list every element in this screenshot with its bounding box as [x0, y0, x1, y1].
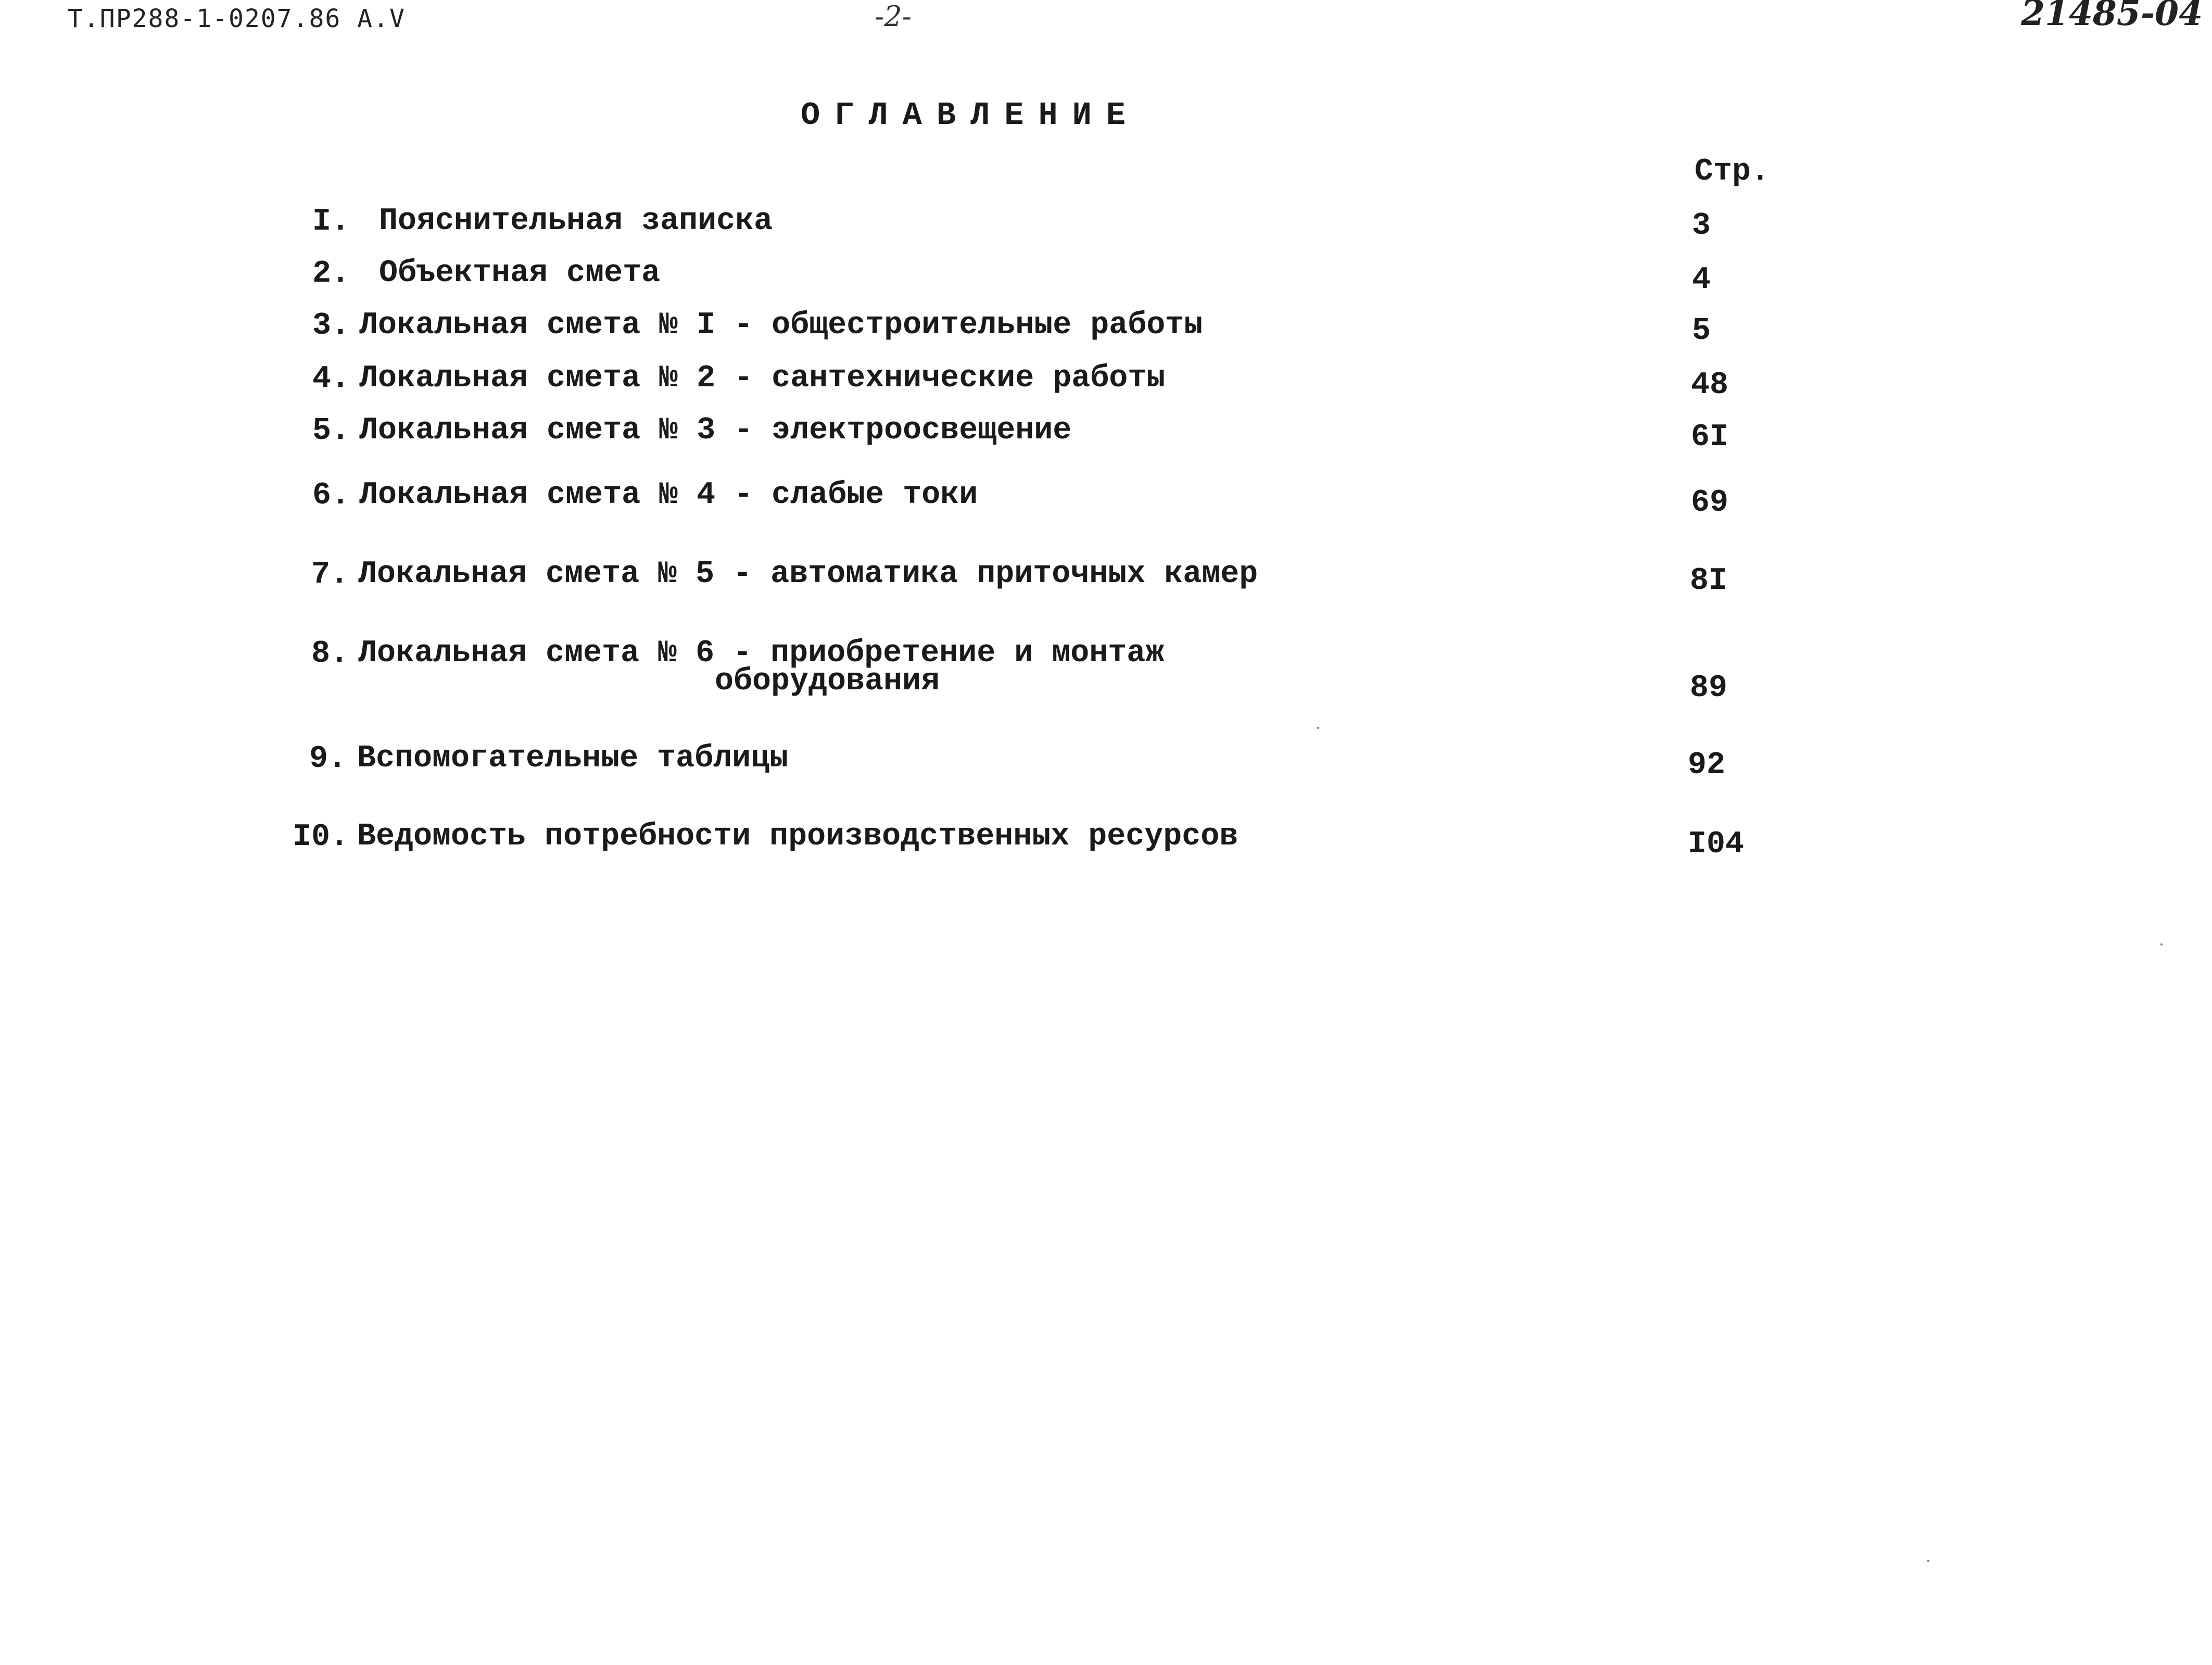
- toc-item-page: 3: [1692, 208, 1711, 244]
- scan-speck: [2160, 943, 2163, 945]
- toc-item-text-line1: Локальная смета № 6 - приобретение и монтаж: [358, 636, 1165, 671]
- toc-item-number: I.: [312, 204, 350, 239]
- page-number: -2-: [875, 0, 912, 33]
- page-title: ОГЛАВЛЕНИЕ: [801, 97, 1141, 134]
- toc-item-text: Локальная смета № I - общестроительные работы: [359, 308, 1203, 343]
- pages-column-label: Стр.: [1695, 154, 1770, 190]
- toc-item: [0, 413, 2212, 455]
- toc-item-number: 4.: [312, 361, 350, 397]
- toc-item-page: 8I: [1690, 563, 1728, 599]
- toc-item: [0, 308, 2212, 350]
- toc-item-number: 8.: [311, 636, 349, 672]
- scan-speck: [1927, 1560, 1929, 1562]
- toc-item: [0, 361, 2212, 403]
- document-code-stamp: Т.ПР288-1-0207.86 А.V: [68, 4, 406, 33]
- toc-item-text-line2: оборудования: [715, 664, 940, 699]
- toc-item-number: 9.: [309, 741, 347, 777]
- toc-item-page: 5: [1692, 313, 1711, 349]
- toc-item-number: 6.: [312, 478, 350, 513]
- toc-item-page: 6I: [1691, 420, 1729, 455]
- toc-item-page: 92: [1688, 748, 1726, 783]
- toc-item: [0, 819, 2212, 861]
- toc-item-text: Локальная смета № 5 - автоматика приточных камер: [358, 557, 1258, 592]
- toc-item-page: 48: [1691, 368, 1729, 403]
- toc-item-text: Вспомогательные таблицы: [357, 741, 789, 776]
- toc-item-number: 2.: [312, 256, 350, 292]
- toc-item: [0, 256, 2212, 298]
- toc-item: [0, 557, 2212, 599]
- toc-item-text: Локальная смета № 4 - слабые токи: [359, 477, 978, 513]
- scan-speck: [1317, 727, 1319, 729]
- toc-item-number: 7.: [311, 557, 349, 592]
- toc-item-page: 4: [1692, 262, 1711, 298]
- toc-item-text: [358, 636, 1165, 699]
- toc-item-text: Локальная смета № 2 - сантехнические работы: [359, 361, 1166, 396]
- toc-item-number: 3.: [312, 308, 350, 344]
- toc-item-text: Пояснительная записка: [379, 204, 773, 239]
- toc-item-text: Локальная смета № 3 - электроосвещение: [359, 413, 1072, 448]
- toc-item: [0, 204, 2212, 246]
- toc-item-number: 5.: [312, 413, 350, 449]
- toc-item: [0, 478, 2212, 520]
- toc-item-text: Ведомость потребности производственных ресурсов: [357, 819, 1238, 854]
- toc-item-text: Объектная смета: [379, 256, 661, 291]
- toc-item-page: I04: [1688, 827, 1745, 862]
- toc-item-page: 89: [1690, 671, 1728, 706]
- toc-item-page: 69: [1691, 485, 1729, 521]
- toc-item: [0, 741, 2212, 783]
- toc-item: [0, 636, 2212, 714]
- archive-number-stamp: 21485-04: [2021, 0, 2203, 33]
- toc-item-number: I0.: [293, 819, 349, 855]
